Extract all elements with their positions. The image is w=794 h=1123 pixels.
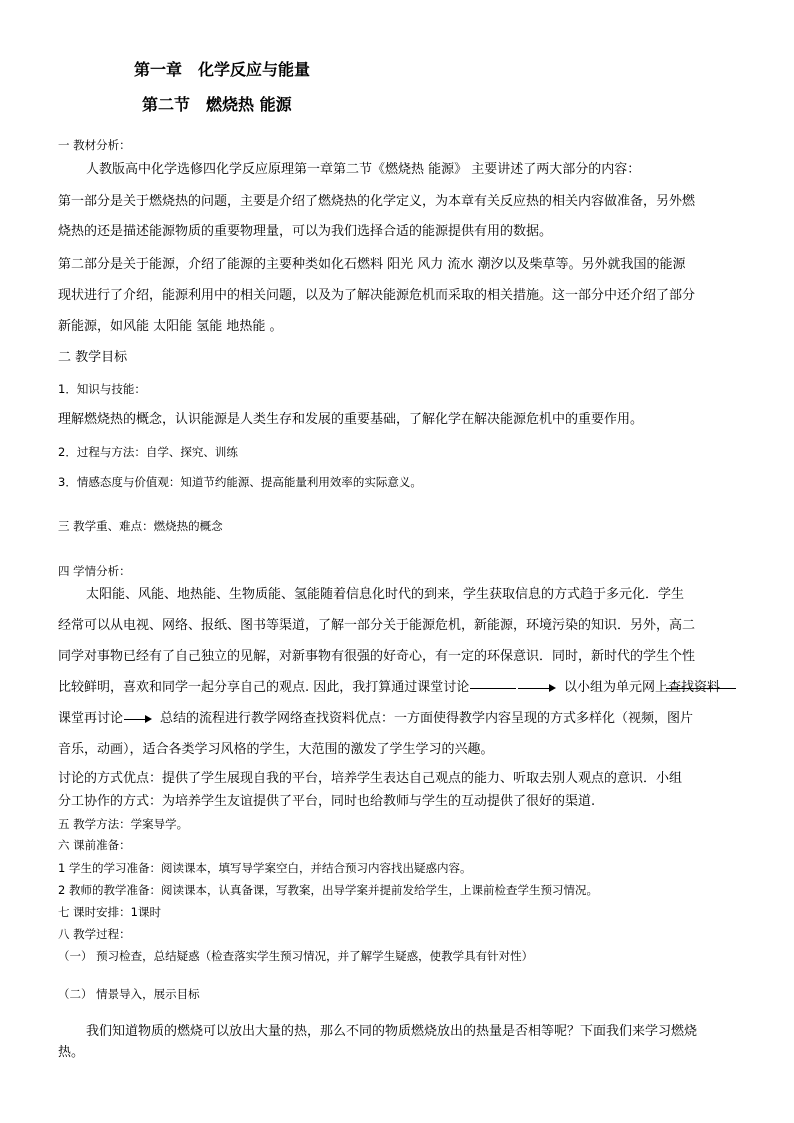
section-title: 第二节 燃烧热 能源 [142, 95, 292, 114]
paragraph-line: 我们知道物质的燃烧可以放出大量的热，那么不同的物质燃烧放出的热量是否相等呢？下面我们来学习燃烧 [86, 1024, 698, 1039]
flow-arrow-icon [518, 688, 554, 689]
section-schedule: 七 课时安排：1课时 [58, 905, 161, 919]
goal-item-2: 2．过程与方法：自学、探究、训练 [58, 445, 238, 459]
preparation-teacher: 2 教师的教学准备：阅读课本，认真备课，写教案，出导学案并提前发给学生，上课前检查学生预习情况。 [58, 883, 598, 897]
section-preparation: 六 课前准备： [58, 838, 131, 852]
paragraph-line: 课堂再讨论 [58, 711, 124, 726]
goal-item-3: 3．情感态度与价值观：知道节约能源、提高能量利用效率的实际意义。 [58, 475, 422, 489]
paragraph-line: 热。 [58, 1045, 85, 1060]
goal-item-1: 1．知识与技能： [58, 382, 146, 396]
paragraph-line: 音乐，动画），适合各类学习风格的学生，大范围的激发了学生学习的兴趣。 [58, 742, 494, 757]
paragraph-line: 同学对事物已经有了自己独立的见解，对新事物有很强的好奇心，有一定的环保意识．同时，新时代的学生个性 [58, 649, 696, 664]
strikethrough-mark [470, 688, 516, 689]
paragraph-line: 人教版高中化学选修四化学反应原理第一章第二节《燃烧热 能源》 主要讲述了两大部分的内容： [86, 162, 641, 177]
heading-key-points: 三 教学重、难点：燃烧热的概念 [58, 519, 223, 533]
paragraph-line: 总结的流程进行教学网络查找资料优点：一方面使得教学内容呈现的方式多样化（视频，图片 [160, 711, 694, 726]
process-step-1: （一） 预习检查，总结疑惑（检查落实学生预习情况，并了解学生疑惑，使教学具有针对性） [58, 949, 534, 963]
flow-arrow-icon [124, 719, 150, 720]
paragraph-line: 太阳能、风能、地热能、生物质能、氢能随着信息化时代的到来，学生获取信息的方式趋于多元化．学生 [86, 587, 685, 602]
chapter-title: 第一章 化学反应与能量 [134, 60, 311, 79]
paragraph-line: 经常可以从电视、网络、报纸、图书等渠道，了解一部分关于能源危机，新能源，环境污染的知识．另外，高二 [58, 618, 696, 633]
paragraph-line: 分工协作的方式：为培养学生友谊提供了平台，同时也给教师与学生的互动提供了很好的渠道. [58, 794, 596, 809]
heading-student-analysis: 四 学情分析： [58, 564, 131, 578]
strikethrough-mark [666, 688, 736, 689]
preparation-student: 1 学生的学习准备：阅读课本，填写导学案空白，并结合预习内容找出疑惑内容。 [58, 861, 472, 875]
section-process: 八 教学过程： [58, 927, 131, 941]
process-step-2: （二） 情景导入，展示目标 [58, 987, 200, 1001]
paragraph-line: 以小组为单元网上查找资料 [564, 680, 721, 695]
section-teaching-method: 五 教学方法：学案导学。 [58, 817, 189, 831]
paragraph-line: 烧热的还是描述能源物质的重要物理量，可以为我们选择合适的能源提供有用的数据。 [58, 224, 553, 239]
paragraph-line: 新能源，如风能 太阳能 氢能 地热能 。 [58, 319, 283, 334]
paragraph-line: 讨论的方式优点：提供了学生展现自我的平台，培养学生表达自己观点的能力、听取去别人观点的意识．小组 [58, 771, 683, 786]
goal-item-1-text: 理解燃烧热的概念，认识能源是人类生存和发展的重要基础，了解化学在解决能源危机中的重要作用。 [58, 412, 644, 427]
heading-teaching-goals: 二 教学目标 [58, 350, 128, 365]
paragraph-line: 第二部分是关于能源，介绍了能源的主要种类如化石燃料 阳光 风力 流水 潮汐以及柴草等。另外就我国的能源 [58, 257, 686, 272]
paragraph-line: 现状进行了介绍，能源利用中的相关问题，以及为了解决能源危机而采取的相关措施。这一部分中还介绍了部分 [58, 288, 696, 303]
paragraph-line: 第一部分是关于燃烧热的问题，主要是介绍了燃烧热的化学定义，为本章有关反应热的相关内容做准备，另外燃 [58, 194, 696, 209]
paragraph-line: 比较鲜明，喜欢和同学一起分享自己的观点. 因此，我打算通过课堂讨论 [58, 680, 470, 695]
heading-textbook-analysis: 一 教材分析： [58, 138, 131, 152]
